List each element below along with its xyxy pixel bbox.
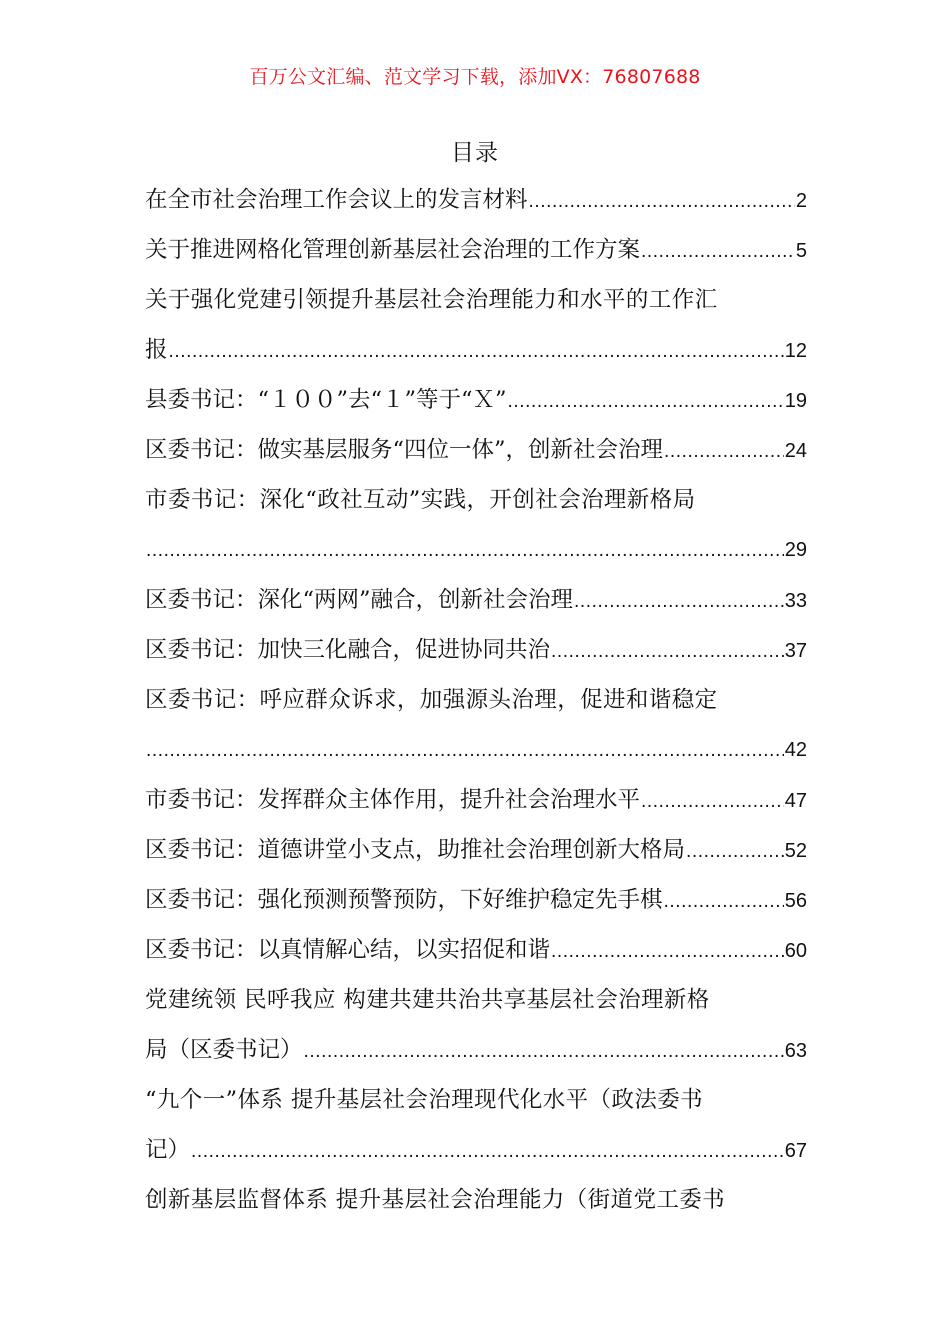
toc-dot-leader: [146, 726, 784, 775]
toc-dot-leader: [551, 927, 784, 975]
toc-page-number: 47: [784, 790, 807, 812]
toc-page-number: 33: [784, 590, 807, 612]
toc-dot-leader: [529, 177, 795, 225]
toc-entry-text: 关于推进网格化管理创新基层社会治理的工作方案: [145, 237, 641, 263]
toc-page-number: 29: [784, 539, 807, 561]
toc-entry-line[interactable]: [145, 925, 807, 975]
toc-entry-text: 创新基层监督体系 提升基层社会治理能力（街道党工委书: [145, 1187, 726, 1213]
toc-entry-line[interactable]: [145, 775, 807, 825]
toc-entry-text: 市委书记：发挥群众主体作用，提升社会治理水平: [145, 787, 641, 813]
toc-entry-text: 在全市社会治理工作会议上的发言材料: [145, 187, 528, 213]
toc-page-number: 52: [784, 840, 807, 862]
toc-entry-line[interactable]: [145, 375, 807, 425]
toc-entry-text: 区委书记：深化“两网”融合，创新社会治理: [145, 587, 574, 613]
toc-dot-leader: [191, 1127, 784, 1175]
toc-entry-text: 区委书记：强化预测预警预防，下好维护稳定先手棋: [145, 887, 663, 913]
toc-dot-leader: [551, 627, 784, 675]
toc-entry-line[interactable]: [145, 175, 807, 225]
toc-entry-text: 党建统领 民呼我应 构建共建共治共享基层社会治理新格: [145, 987, 710, 1013]
toc-entry-text: “九个一”体系 提升基层社会治理现代化水平（政法委书: [145, 1087, 704, 1113]
toc-page-number: 2: [795, 190, 807, 212]
toc-dot-leader: [641, 227, 795, 275]
toc-entry-text: 区委书记：做实基层服务“四位一体”，创新社会治理: [145, 437, 664, 463]
toc-dot-leader: [146, 526, 784, 575]
toc-page-number: 24: [784, 440, 807, 462]
toc-entry-line[interactable]: [145, 1125, 807, 1175]
toc-entry-line[interactable]: [145, 675, 807, 725]
toc-page-number: 37: [784, 640, 807, 662]
toc-page-number: 56: [784, 890, 807, 912]
toc-dot-leader: [304, 1027, 784, 1075]
toc-dot-leader: [169, 327, 784, 375]
toc-entry-text: 关于强化党建引领提升基层社会治理能力和水平的工作汇: [145, 287, 718, 313]
toc-page-number: 60: [784, 940, 807, 962]
toc-entry-line[interactable]: [145, 875, 807, 925]
toc-title: 目录: [451, 140, 499, 166]
toc-page-number: 5: [795, 240, 807, 262]
toc-entry-line[interactable]: [145, 275, 807, 325]
toc-entry-line[interactable]: [145, 975, 807, 1025]
toc-entry-line[interactable]: [145, 475, 807, 525]
toc-entry-text: 区委书记：加快三化融合，促进协同共治: [145, 637, 551, 663]
toc-entry-line[interactable]: [145, 425, 807, 475]
toc-entry-line[interactable]: [145, 725, 807, 775]
toc-dot-leader: [686, 827, 784, 875]
toc-entry-text: 区委书记：呼应群众诉求，加强源头治理，促进和谐稳定: [145, 687, 718, 713]
toc-entry-text: 报: [145, 337, 168, 363]
toc-entry-text: 局（区委书记）: [145, 1037, 303, 1063]
toc-page-number: 12: [784, 340, 807, 362]
toc-entry-text: 市委书记：深化“政社互动”实践，开创社会治理新格局: [145, 487, 696, 513]
toc-entry-line[interactable]: [145, 1025, 807, 1075]
toc-entry-line[interactable]: [145, 525, 807, 575]
toc-page-number: 63: [784, 1040, 807, 1062]
toc-entry-text: 县委书记：“１００”去“１”等于“Ｘ”: [145, 387, 507, 413]
toc-dot-leader: [664, 877, 784, 925]
toc-entry-line[interactable]: [145, 575, 807, 625]
table-of-contents: [145, 175, 807, 1225]
toc-page-number: 67: [784, 1140, 807, 1162]
toc-dot-leader: [574, 577, 784, 625]
toc-entry-line[interactable]: [145, 1075, 807, 1125]
toc-entry-line[interactable]: [145, 325, 807, 375]
toc-entry-line[interactable]: [145, 225, 807, 275]
toc-entry-line[interactable]: [145, 625, 807, 675]
toc-page-number: 19: [784, 390, 807, 412]
toc-page-number: 42: [784, 739, 807, 761]
toc-entry-line[interactable]: [145, 1175, 807, 1225]
watermark-banner: 百万公文汇编、范文学习下载，添加VX：76807688: [249, 66, 701, 88]
toc-entry-line[interactable]: [145, 825, 807, 875]
toc-entry-text: 记）: [145, 1137, 191, 1163]
toc-entry-text: 区委书记：道德讲堂小支点，助推社会治理创新大格局: [145, 837, 686, 863]
toc-dot-leader: [664, 427, 784, 475]
toc-dot-leader: [641, 777, 784, 825]
toc-dot-leader: [508, 377, 784, 425]
toc-entry-text: 区委书记：以真情解心结，以实招促和谐: [145, 937, 551, 963]
